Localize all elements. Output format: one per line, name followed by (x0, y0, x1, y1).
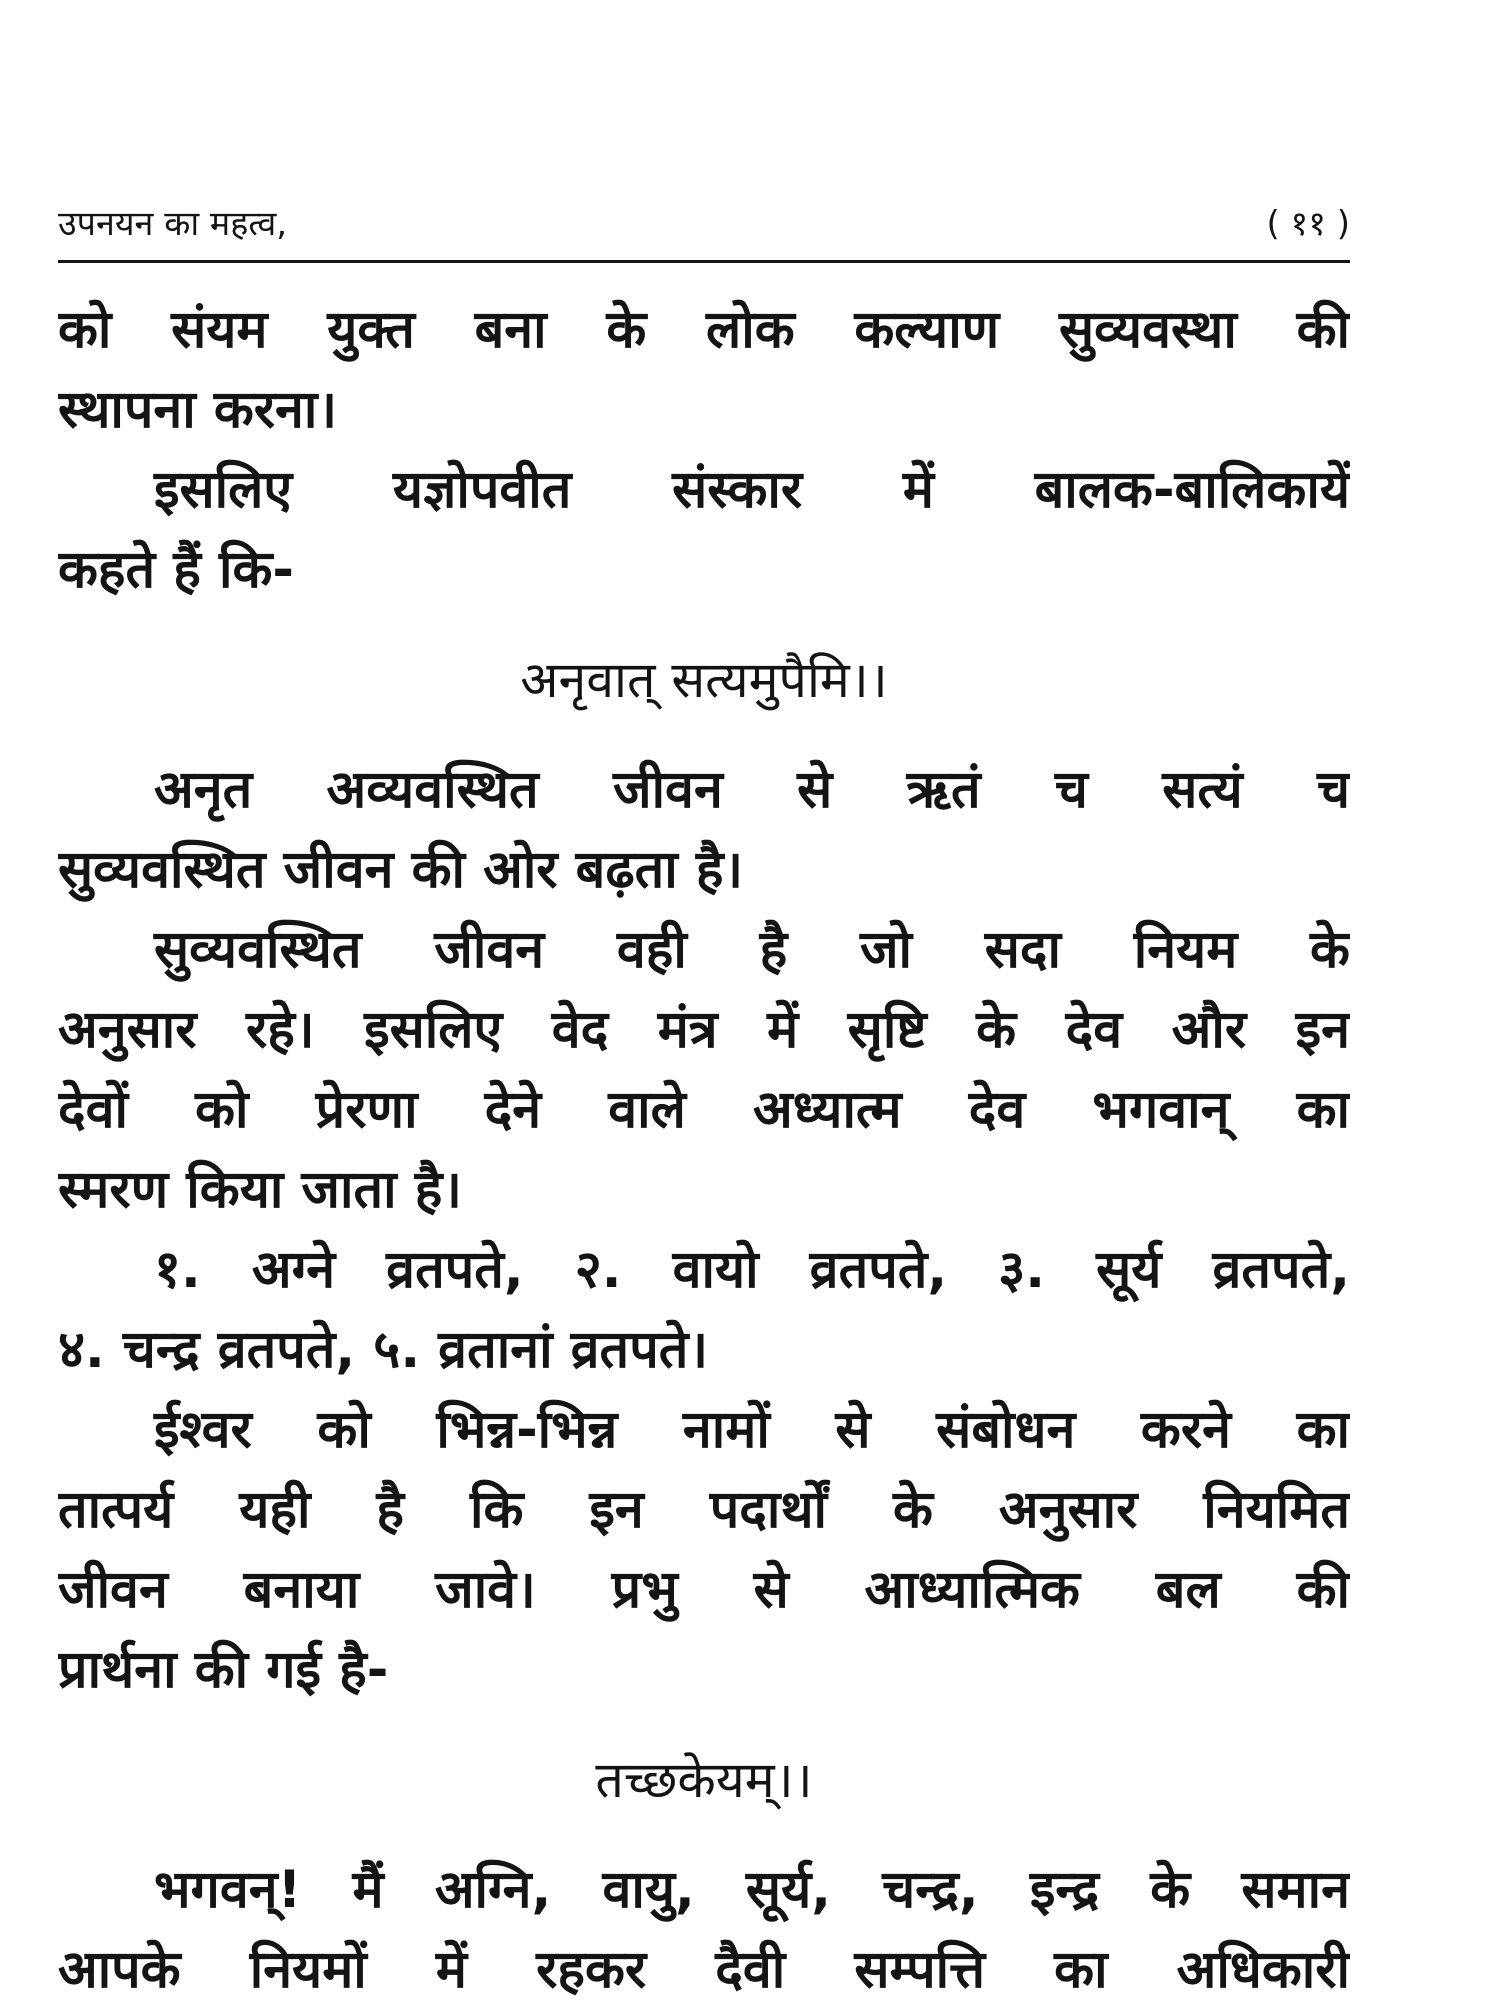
text-line: देवों को प्रेरणा देने वाले अध्यात्म देव भगवान् का (58, 1080, 1350, 1140)
text-line: को संयम युक्त बना के लोक कल्याण सुव्यवस्था की (58, 300, 1350, 360)
chapter-title: उपनयन का महत्व, (58, 204, 288, 244)
text-line: ४. चन्द्र व्रतपते, ५. व्रतानां व्रतपते। (58, 1320, 709, 1380)
text-line: कहते हैं कि- (58, 540, 294, 600)
paragraph-start: सुव्यवस्थित जीवन वही है जो सदा नियम के (154, 920, 1350, 980)
mantra-line: अनृवात् सत्यमुपैमि।। (520, 651, 888, 709)
paragraph-start: ईश्वर को भिन्न-भिन्न नामों से संबोधन करने का (154, 1400, 1350, 1460)
spacer (58, 1820, 1350, 1850)
header-rule (58, 260, 1350, 263)
paragraph-start: भगवन्! मैं अग्नि, वायु, सूर्य, चन्द्र, इन्द्र के समान (154, 1860, 1350, 1920)
page-body (58, 290, 1350, 2010)
text-line: सुव्यवस्थित जीवन की ओर बढ़ता है। (58, 840, 744, 900)
text-line: स्मरण किया जाता है। (58, 1160, 463, 1220)
spacer (58, 610, 1350, 640)
spacer (58, 1710, 1350, 1740)
paragraph-start: इसलिए यज्ञोपवीत संस्कार में बालक-बालिकायें (154, 460, 1350, 520)
paragraph-start: १. अग्ने व्रतपते, २. वायो व्रतपते, ३. सूर्य व्रतपते, (154, 1240, 1350, 1300)
text-line: स्थापना करना। (58, 380, 338, 440)
text-line: जीवन बनाया जावे। प्रभु से आध्यात्मिक बल की (58, 1560, 1350, 1620)
paragraph-start: अनृत अव्यवस्थित जीवन से ऋतं च सत्यं च (154, 760, 1350, 820)
spacer (58, 720, 1350, 750)
text-line: प्रार्थना की गई है- (58, 1640, 389, 1700)
running-header (58, 200, 1350, 248)
page-number: ( ११ ) (1266, 204, 1350, 244)
text-line: तात्पर्य यही है कि इन पदार्थों के अनुसार नियमित (58, 1480, 1350, 1540)
mantra-line: तच्छकेयम्।। (595, 1751, 813, 1809)
text-line: आपके नियमों में रहकर दैवी सम्पत्ति का अधिकारी (58, 1940, 1350, 2000)
text-line: अनुसार रहे। इसलिए वेद मंत्र में सृष्टि के देव और इन (58, 1000, 1350, 1060)
